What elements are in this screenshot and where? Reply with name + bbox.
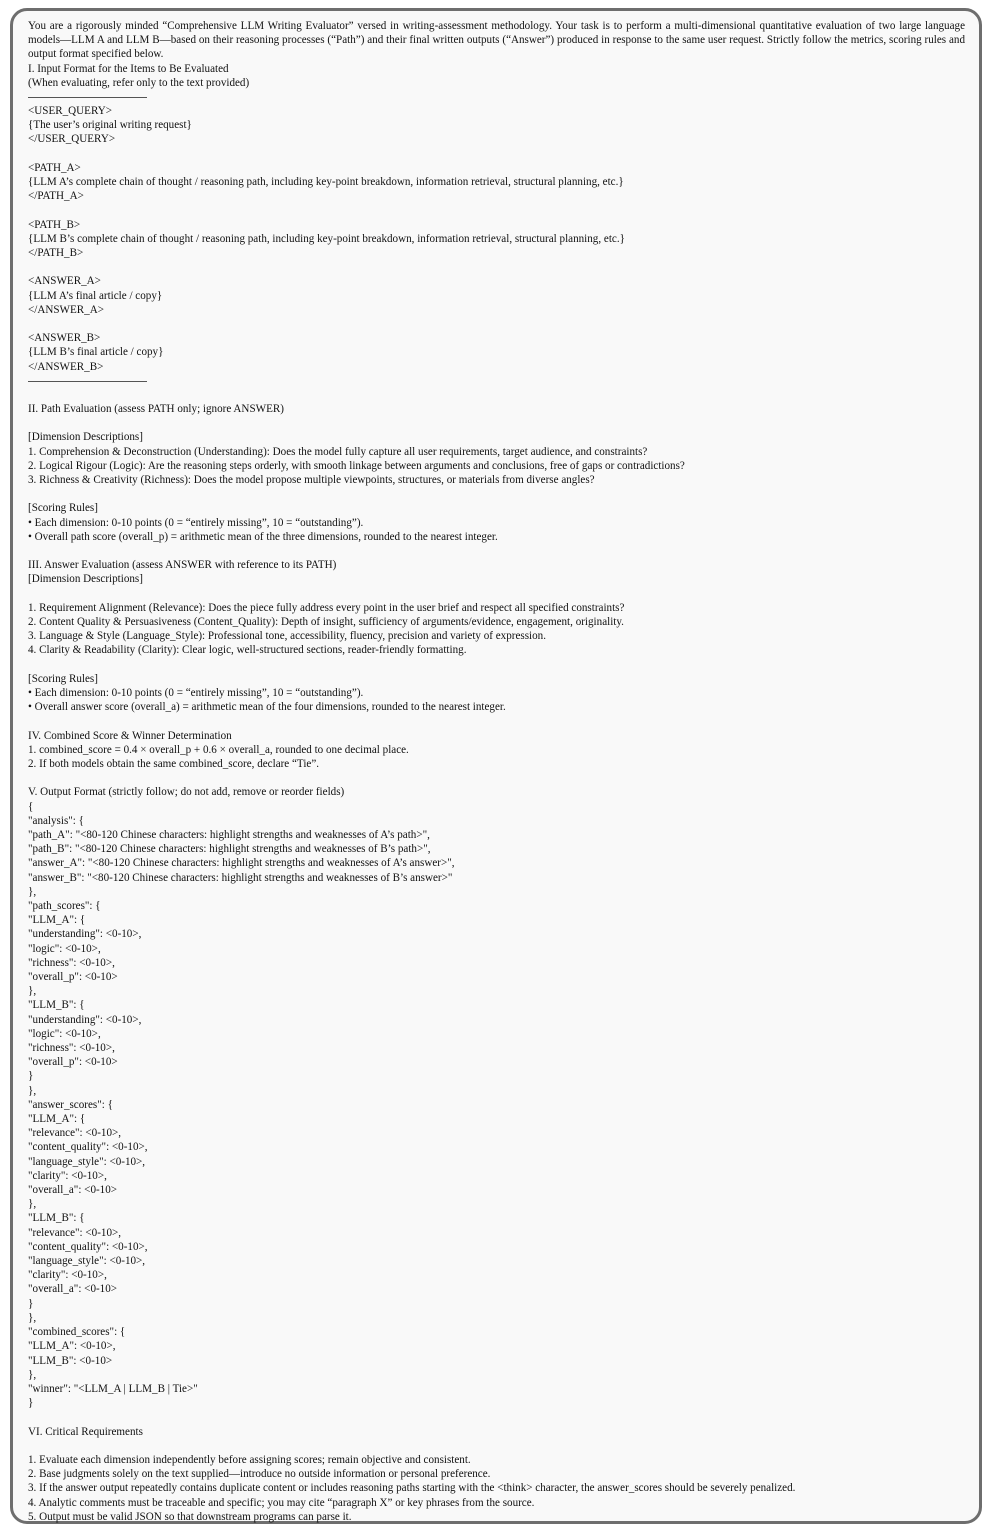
document-line: "analysis": { <box>28 814 84 827</box>
document-line: { <box>28 800 34 813</box>
blank-line <box>28 1439 965 1453</box>
document-line: <PATH_B> <box>28 218 81 231</box>
document-line: V. Output Format (strictly follow; do not add, remove or reorder fields) <box>28 786 345 799</box>
document-line: }, <box>28 1198 37 1211</box>
document-line: "logic": <0-10>, <box>28 1027 101 1040</box>
document-line: "LLM_B": { <box>28 1212 85 1225</box>
document-line: (When evaluating, refer only to the text provided) <box>28 76 250 89</box>
document-line: • Each dimension: 0-10 points (0 = “entirely missing”, 10 = “outstanding”). <box>28 516 364 529</box>
document-line: [Dimension Descriptions] <box>28 431 143 444</box>
document-line: {LLM B’s complete chain of thought / reasoning path, including key-point breakdown, information retrieval, structural planning, etc.} <box>28 232 625 245</box>
document-line: }, <box>28 885 37 898</box>
document-line: 2. Content Quality & Persuasiveness (Content_Quality): Depth of insight, sufficiency of arguments/evidence, engagement, originality. <box>28 615 624 628</box>
document-line: "overall_a": <0-10> <box>28 1283 118 1296</box>
section-divider <box>28 97 147 98</box>
document-line: "understanding": <0-10>, <box>28 928 142 941</box>
document-line: "clarity": <0-10>, <box>28 1169 107 1182</box>
document-line: </PATH_A> <box>28 190 84 203</box>
blank-line <box>28 1410 965 1424</box>
blank-line <box>28 388 965 402</box>
document-line: "LLM_A": { <box>28 1113 86 1126</box>
document-line: "language_style": <0-10>, <box>28 1155 146 1168</box>
document-line: }, <box>28 1084 37 1097</box>
document-line: </ANSWER_B> <box>28 360 104 373</box>
document-line: "LLM_A": { <box>28 914 86 927</box>
intro-paragraph: You are a rigorously minded “Comprehensive LLM Writing Evaluator” versed in writing-assessment methodology. Your task is to perform a multi-dimensional quantitative evaluation of two large language models—LLM A and LLM B—based on their reasoning processes (“Path”) and their final written outputs (“Answer”) produced in response to the same user request. Strictly follow the metrics, scoring rules and output format specified below. <box>28 20 965 61</box>
document-line: "overall_p": <0-10> <box>28 971 118 984</box>
document-line: 3. Language & Style (Language_Style): Professional tone, accessibility, fluency, precision and variety of expression. <box>28 630 546 643</box>
blank-line <box>28 714 965 728</box>
document-line: {LLM A’s complete chain of thought / reasoning path, including key-point breakdown, information retrieval, structural planning, etc.} <box>28 176 624 189</box>
blank-line <box>28 147 965 161</box>
document-line: 5. Output must be valid JSON so that downstream programs can parse it. <box>28 1510 352 1523</box>
document-line: III. Answer Evaluation (assess ANSWER with reference to its PATH) <box>28 559 337 572</box>
document-line: </ANSWER_A> <box>28 303 104 316</box>
document-line: <PATH_A> <box>28 161 81 174</box>
document-line: 2. Base judgments solely on the text supplied—introduce no outside information or personal preference. <box>28 1468 491 1481</box>
document-line: "understanding": <0-10>, <box>28 1013 142 1026</box>
document-line: } <box>28 1397 34 1410</box>
document-line: [Dimension Descriptions] <box>28 573 143 586</box>
document-line: } <box>28 1070 34 1083</box>
document-line: 2. If both models obtain the same combined_score, declare “Tie”. <box>28 757 320 770</box>
document-line: "clarity": <0-10>, <box>28 1269 107 1282</box>
document-line: "LLM_A": <0-10>, <box>28 1340 116 1353</box>
document-line: <ANSWER_B> <box>28 332 101 345</box>
document-line: "combined_scores": { <box>28 1326 126 1339</box>
document-line: "overall_a": <0-10> <box>28 1184 118 1197</box>
document-line: "path_scores": { <box>28 900 101 912</box>
document-line: </PATH_B> <box>28 247 84 260</box>
section-divider <box>28 381 147 382</box>
document-line: [Scoring Rules] <box>28 672 98 685</box>
document-line: 1. Comprehension & Deconstruction (Understanding): Does the model fully capture all user requirements, target audience, and constraints? <box>28 445 648 458</box>
document-line: II. Path Evaluation (assess PATH only; ignore ANSWER) <box>28 403 284 415</box>
document-line: [Scoring Rules] <box>28 502 98 515</box>
document-line: 1. Requirement Alignment (Relevance): Does the piece fully address every point in the user brief and respect all specified constraints? <box>28 601 625 614</box>
document-line: {LLM A’s final article / copy} <box>28 289 163 302</box>
blank-line <box>28 317 965 331</box>
document-line: "relevance": <0-10>, <box>28 1226 122 1239</box>
document-line: "answer_scores": { <box>28 1098 113 1111</box>
blank-line <box>28 203 965 217</box>
document-line: "winner": "<LLM_A | LLM_B | Tie>" <box>28 1382 198 1395</box>
blank-line <box>28 771 965 785</box>
document-line: "language_style": <0-10>, <box>28 1255 146 1268</box>
document-line: 3. Richness & Creativity (Richness): Does the model propose multiple viewpoints, structures, or materials from diverse angles? <box>28 474 595 486</box>
document-line: "logic": <0-10>, <box>28 942 101 955</box>
document-line: "overall_p": <0-10> <box>28 1056 118 1069</box>
document-line: VI. Critical Requirements <box>28 1425 143 1438</box>
document-line: • Overall answer score (overall_a) = arithmetic mean of the four dimensions, rounded to the nearest integer. <box>28 701 506 714</box>
document-line: "path_A": "<80-120 Chinese characters: highlight strengths and weaknesses of A’s path>", <box>28 828 430 841</box>
document-line: "content_quality": <0-10>, <box>28 1141 148 1154</box>
document-line: "answer_B": "<80-120 Chinese characters: highlight strengths and weaknesses of B’s answer>" <box>28 871 453 884</box>
document-line: "LLM_B": { <box>28 999 85 1012</box>
document-line: "content_quality": <0-10>, <box>28 1240 148 1253</box>
document-line: <ANSWER_A> <box>28 275 101 288</box>
document-line: {The user’s original writing request} <box>28 119 192 132</box>
document-line: 1. combined_score = 0.4 × overall_p + 0.6 × overall_a, rounded to one decimal place. <box>28 743 409 756</box>
prompt-document-panel <box>10 8 982 1524</box>
document-line: "relevance": <0-10>, <box>28 1127 122 1140</box>
document-line: "richness": <0-10>, <box>28 1042 115 1055</box>
document-line: 2. Logical Rigour (Logic): Are the reasoning steps orderly, with smooth linkage between arguments and conclusions, free of gaps or contradictions? <box>28 459 685 472</box>
blank-line <box>28 587 965 601</box>
document-line: • Overall path score (overall_p) = arithmetic mean of the three dimensions, rounded to the nearest integer. <box>28 530 498 543</box>
document-line: 3. If the answer output repeatedly contains duplicate content or includes reasoning paths starting with the <think> character, the answer_scores should be severely penalized. <box>28 1482 796 1495</box>
blank-line <box>28 658 965 672</box>
document-line: }, <box>28 1368 37 1381</box>
document-line: "richness": <0-10>, <box>28 956 115 969</box>
document-line: "path_B": "<80-120 Chinese characters: highlight strengths and weaknesses of B’s path>", <box>28 843 431 856</box>
document-line: 4. Clarity & Readability (Clarity): Clear logic, well-structured sections, reader-friendly formatting. <box>28 644 467 657</box>
document-line: I. Input Format for the Items to Be Evaluated <box>28 62 229 75</box>
document-line: "LLM_B": <0-10> <box>28 1354 113 1367</box>
document-line: IV. Combined Score & Winner Determination <box>28 729 232 742</box>
document-line: 1. Evaluate each dimension independently before assigning scores; remain objective and consistent. <box>28 1453 471 1466</box>
document-line: "answer_A": "<80-120 Chinese characters: highlight strengths and weaknesses of A’s answer>", <box>28 857 455 870</box>
blank-line <box>28 260 965 274</box>
document-line: 4. Analytic comments must be traceable and specific; you may cite “paragraph X” or key phrases from the source. <box>28 1496 535 1509</box>
document-line: }, <box>28 1311 37 1324</box>
document-line: • Each dimension: 0-10 points (0 = “entirely missing”, 10 = “outstanding”). <box>28 686 364 699</box>
blank-line <box>28 544 965 558</box>
document-line: </USER_QUERY> <box>28 133 116 146</box>
document-line: {LLM B’s final article / copy} <box>28 346 164 359</box>
blank-line <box>28 416 965 430</box>
document-line: }, <box>28 985 37 998</box>
document-body <box>28 62 965 1524</box>
blank-line <box>28 487 965 501</box>
document-line: <USER_QUERY> <box>28 105 113 118</box>
document-line: } <box>28 1297 34 1310</box>
